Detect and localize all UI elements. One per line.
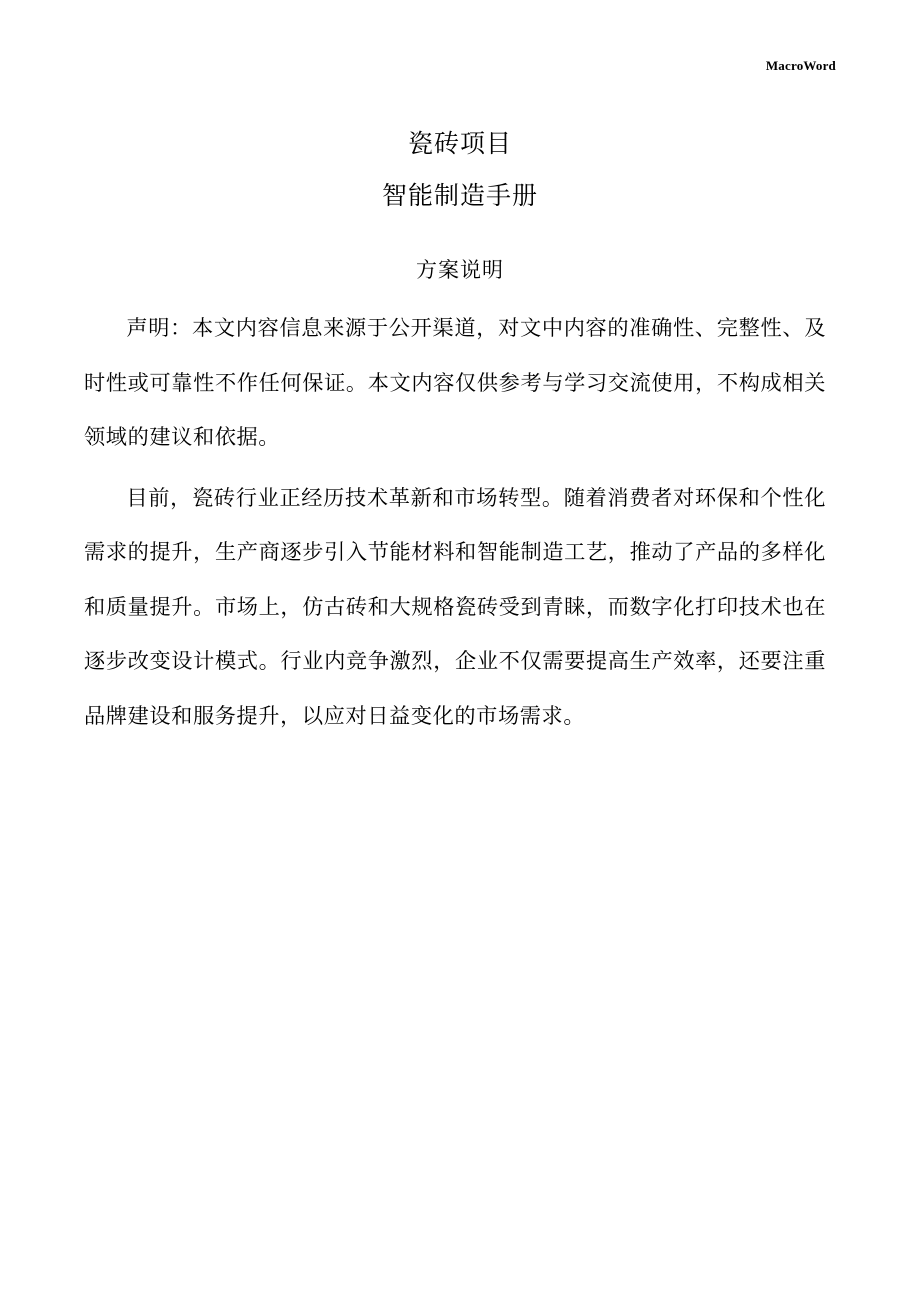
disclaimer-paragraph: 声明：本文内容信息来源于公开渠道，对文中内容的准确性、完整性、及时性或可靠性不作任何保证。本文内容仅供参考与学习交流使用，不构成相关领域的建议和依据。 bbox=[84, 315, 826, 449]
header-brand: MacroWord bbox=[765, 58, 836, 73]
section-heading: 方案说明 bbox=[416, 258, 504, 282]
industry-paragraph: 目前，瓷砖行业正经历技术革新和市场转型。随着消费者对环保和个性化需求的提升，生产商逐步引入节能材料和智能制造工艺，推动了产品的多样化和质量提升。市场上，仿古砖和大规格瓷砖受到青睐，而数字化打印技术也在逐步改变设计模式。行业内竞争激烈，企业不仅需要提高生产效率，还要注重品牌建设和服务提升，以应对日益变化的市场需求。 bbox=[84, 484, 826, 728]
body-text bbox=[84, 301, 826, 749]
title-block bbox=[0, 118, 920, 222]
document-title: 瓷砖项目 bbox=[407, 129, 512, 158]
document-subtitle: 智能制造手册 bbox=[381, 181, 538, 210]
